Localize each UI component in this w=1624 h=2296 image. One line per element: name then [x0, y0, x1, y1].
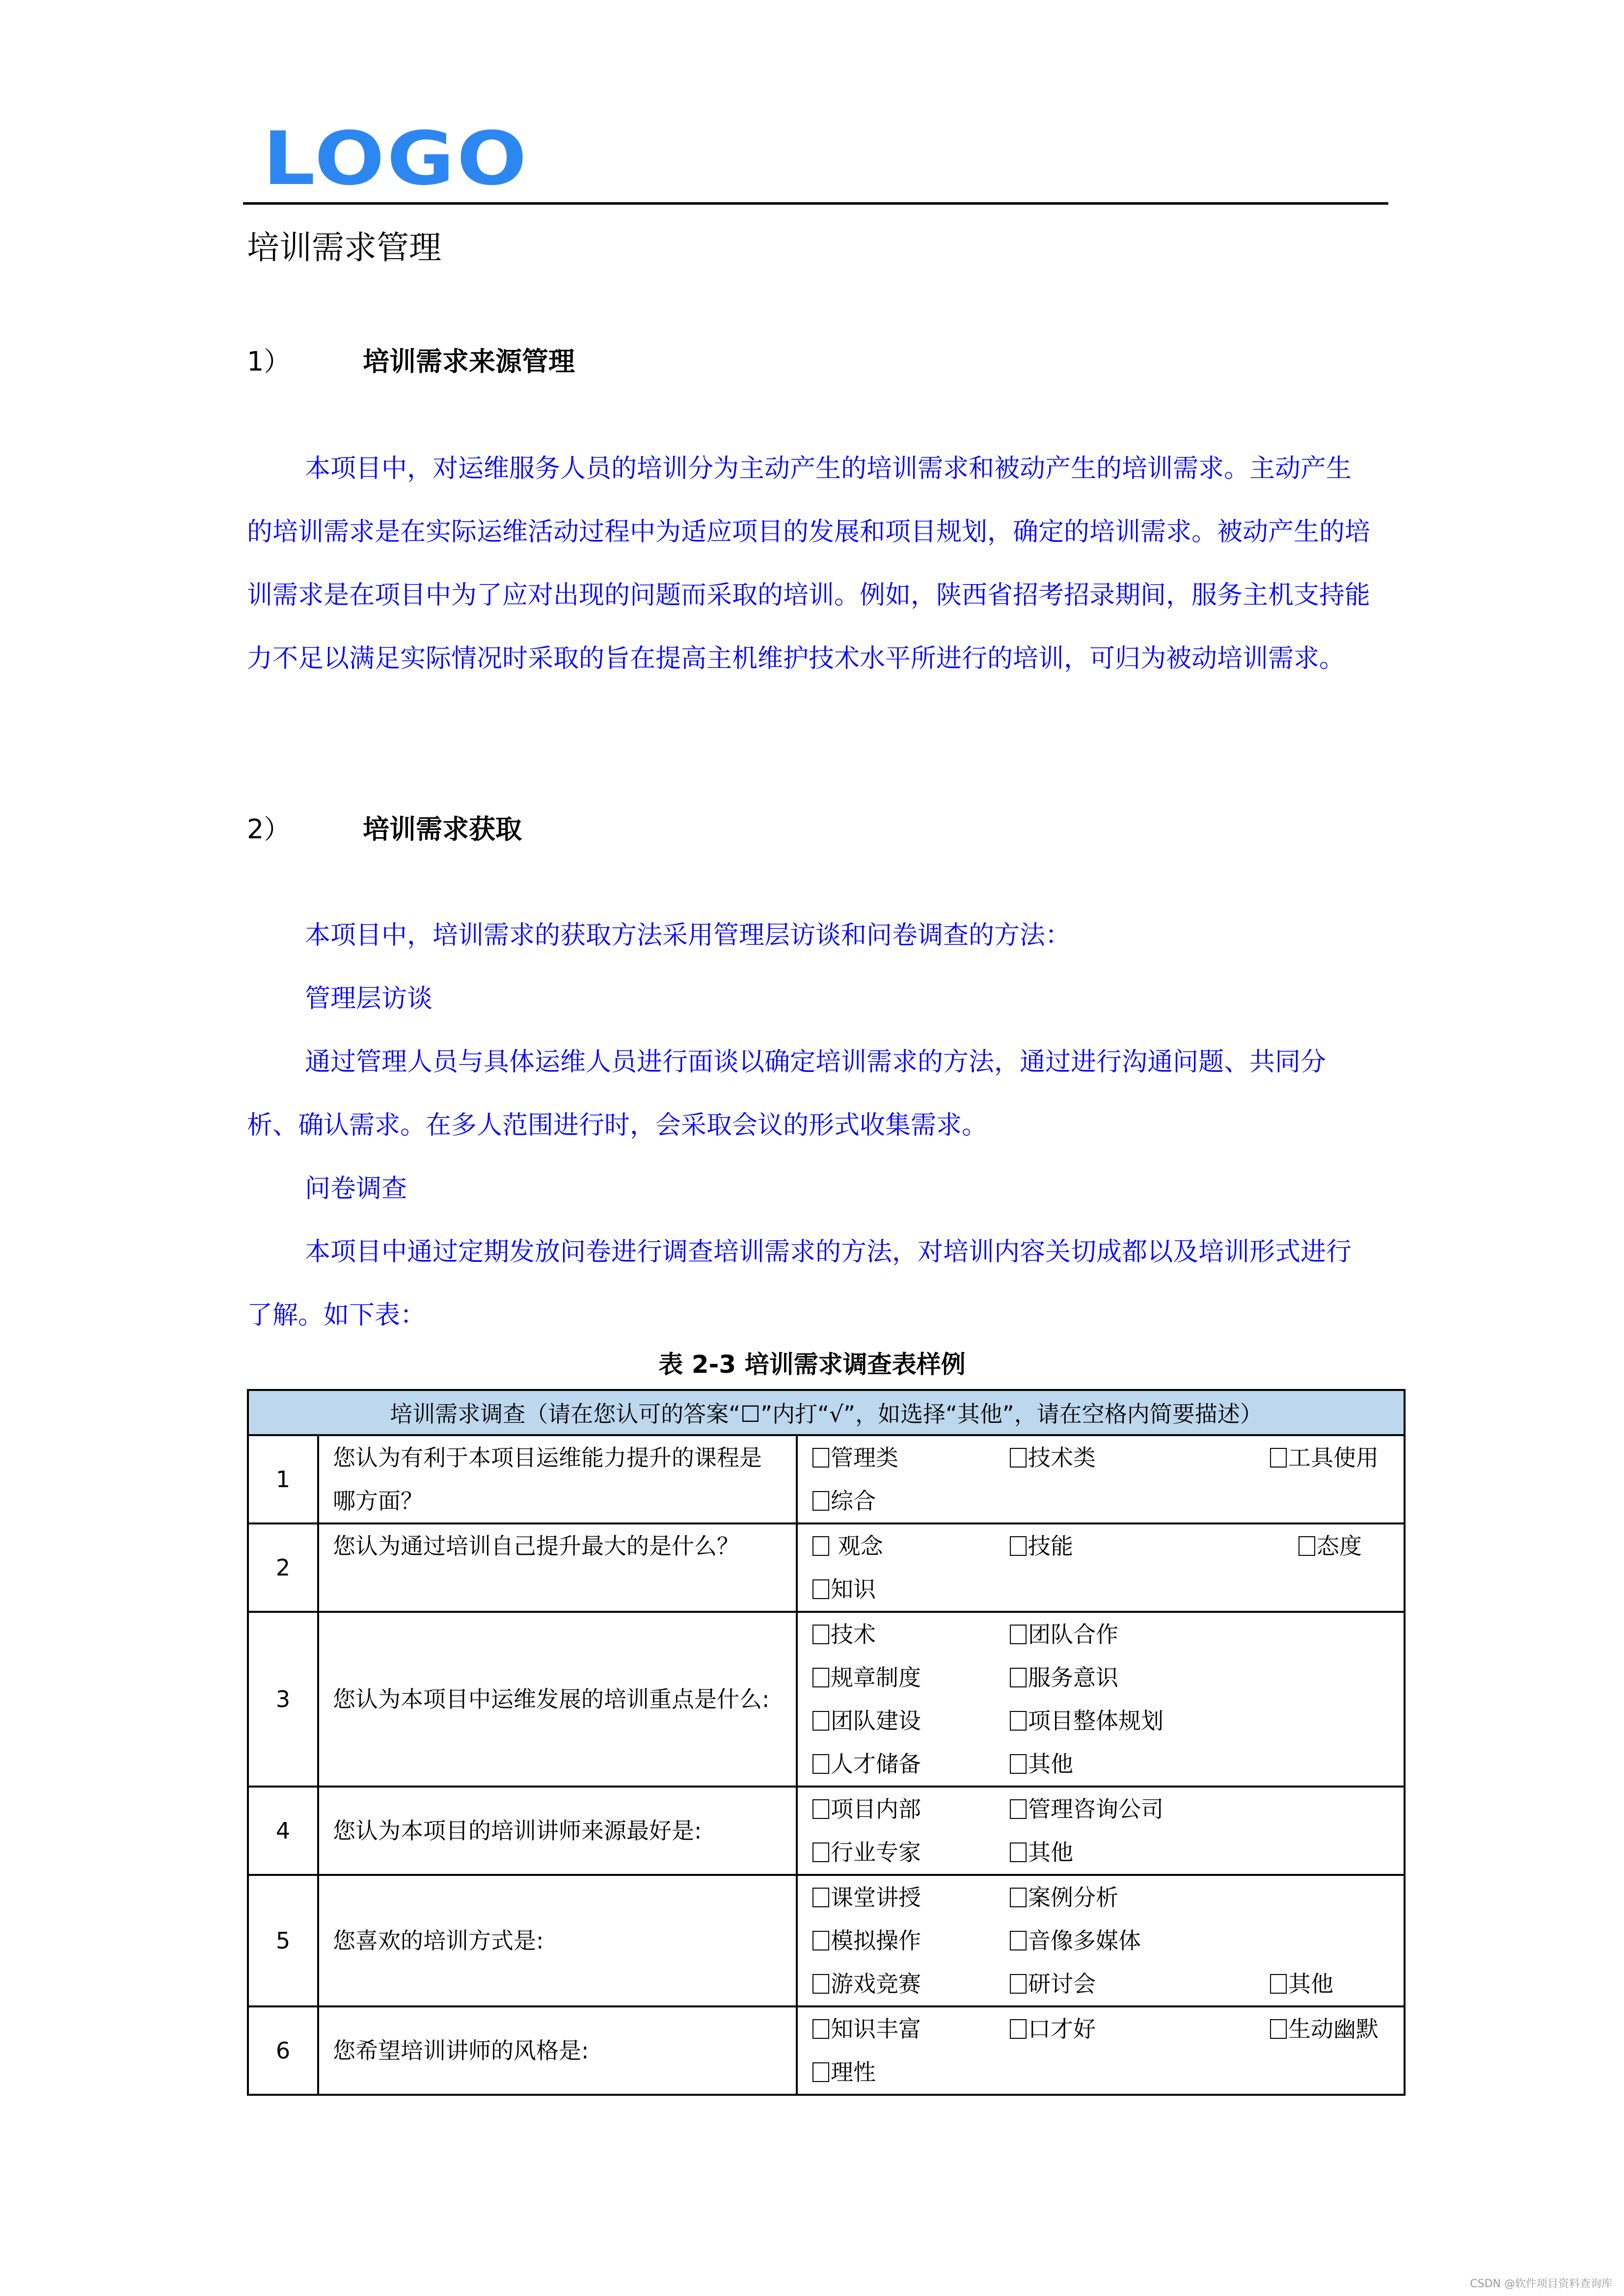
checkbox-option[interactable]: 团队合作: [1010, 1613, 1118, 1656]
checkbox-icon[interactable]: [812, 1668, 829, 1687]
checkbox-option[interactable]: 其他: [1010, 1831, 1073, 1874]
question: 您希望培训讲师的风格是:: [318, 2006, 797, 2095]
table-row: [248, 2006, 1405, 2095]
checkbox-icon[interactable]: [1010, 1536, 1027, 1556]
checkbox-option[interactable]: 技术: [812, 1613, 876, 1656]
checkbox-option[interactable]: 知识丰富: [812, 2007, 921, 2051]
table-header: 培训需求调查（请在您认可的答案“☐”内打“√”，如选择“其他”，请在空格内简要描述）: [248, 1390, 1405, 1435]
table-header-row: [248, 1390, 1405, 1435]
checkbox-icon[interactable]: [1270, 1974, 1287, 1994]
checkbox-icon[interactable]: [1010, 1711, 1027, 1731]
section-1-title: 培训需求来源管理: [363, 346, 575, 377]
checkbox-option[interactable]: 课堂讲授: [812, 1876, 921, 1919]
checkbox-icon[interactable]: [812, 1842, 829, 1862]
paragraph: 本项目中通过定期发放问卷进行调查培训需求的方法，对培训内容关切成都以及培训形式进行了解。如下表：: [247, 1237, 1352, 1330]
checkbox-icon[interactable]: [812, 1888, 829, 1907]
checkbox-icon[interactable]: [812, 1448, 829, 1468]
section-2-heading: [247, 810, 522, 849]
section-1-number: 1）: [247, 346, 291, 377]
checkbox-option[interactable]: 研讨会: [1010, 1962, 1096, 2005]
section-2-title: 培训需求获取: [363, 814, 522, 845]
table-caption: 表 2-3 培训需求调查表样例: [658, 1350, 966, 1379]
section-1-heading: [247, 342, 575, 381]
checkbox-option[interactable]: 案例分析: [1010, 1876, 1118, 1919]
section-2-number: 2）: [247, 814, 291, 845]
table-row: [248, 1612, 1405, 1787]
checkbox-icon[interactable]: [812, 2019, 829, 2039]
survey-table: [247, 1389, 1406, 2096]
section-2-body: [247, 904, 1376, 1347]
checkbox-icon[interactable]: [812, 1931, 829, 1950]
checkbox-icon[interactable]: [1010, 1625, 1027, 1644]
checkbox-option[interactable]: 口才好: [1010, 2007, 1096, 2051]
checkbox-option[interactable]: 服务意识: [1010, 1656, 1118, 1699]
checkbox-icon[interactable]: [1299, 1536, 1315, 1556]
options-cell: [797, 1523, 1405, 1612]
checkbox-option[interactable]: 项目内部: [812, 1788, 921, 1831]
header-divider: [243, 202, 1388, 205]
checkbox-icon[interactable]: [1010, 1754, 1027, 1774]
checkbox-option[interactable]: 模拟操作: [812, 1919, 921, 1962]
options-cell: [797, 2006, 1405, 2095]
checkbox-icon[interactable]: [812, 1799, 829, 1819]
checkbox-option[interactable]: 态度: [1299, 1524, 1362, 1568]
checkbox-icon[interactable]: [812, 1711, 829, 1731]
table-row: [248, 1875, 1405, 2006]
checkbox-option[interactable]: 其他: [1010, 1742, 1073, 1786]
table-row: [248, 1435, 1405, 1523]
checkbox-icon[interactable]: [1270, 1448, 1287, 1468]
question: 您认为通过培训自己提升最大的是什么？: [318, 1523, 797, 1612]
checkbox-option[interactable]: 知识: [812, 1568, 876, 1611]
row-number: 4: [248, 1787, 318, 1875]
logo: LOGO: [263, 116, 529, 202]
subheading-questionnaire: 问卷调查: [305, 1174, 407, 1203]
options-cell: [797, 1435, 1405, 1523]
checkbox-option[interactable]: 技能: [1010, 1524, 1073, 1568]
checkbox-option[interactable]: 观念: [812, 1524, 883, 1568]
checkbox-icon[interactable]: [1010, 1974, 1027, 1994]
checkbox-option[interactable]: 人才储备: [812, 1742, 921, 1786]
checkbox-option[interactable]: 其他: [1270, 1962, 1333, 2005]
page-title: 培训需求管理: [247, 229, 441, 267]
checkbox-option[interactable]: 游戏竞赛: [812, 1962, 921, 2005]
options-cell: [797, 1787, 1405, 1875]
checkbox-icon[interactable]: [812, 1536, 829, 1556]
paragraph: 通过管理人员与具体运维人员进行面谈以确定培训需求的方法，通过进行沟通问题、共同分析、确认需求。在多人范围进行时，会采取会议的形式收集需求。: [247, 1047, 1326, 1140]
checkbox-icon[interactable]: [1010, 2019, 1027, 2039]
checkbox-icon[interactable]: [812, 1579, 829, 1599]
checkbox-icon[interactable]: [1010, 1668, 1027, 1687]
paragraph: 本项目中，对运维服务人员的培训分为主动产生的培训需求和被动产生的培训需求。主动产生的培训需求是在实际运维活动过程中为适应项目的发展和项目规划，确定的培训需求。被动产生的培训需求是在项目中为了应对出现的问题而采取的培训。例如，陕西省招考招录期间，服务主机支持能力不足以满足实际情况时采取的旨在提高主机维护技术水平所进行的培训，可归为被动培训需求。: [247, 454, 1371, 673]
checkbox-icon[interactable]: [812, 2062, 829, 2082]
checkbox-option[interactable]: 行业专家: [812, 1831, 921, 1874]
checkbox-option[interactable]: 管理咨询公司: [1010, 1788, 1164, 1831]
section-1-body: [247, 437, 1376, 691]
table-row: [248, 1787, 1405, 1875]
checkbox-option[interactable]: 生动幽默: [1270, 2007, 1379, 2051]
paragraph: 本项目中，培训需求的获取方法采用管理层访谈和问卷调查的方法：: [305, 921, 1071, 950]
checkbox-option[interactable]: 技术类: [1010, 1436, 1096, 1479]
row-number: 2: [248, 1523, 318, 1612]
row-number: 5: [248, 1875, 318, 2006]
checkbox-option[interactable]: 音像多媒体: [1010, 1919, 1141, 1962]
checkbox-option[interactable]: 规章制度: [812, 1656, 921, 1699]
checkbox-option[interactable]: 理性: [812, 2051, 876, 2094]
checkbox-icon[interactable]: [1010, 1448, 1027, 1468]
checkbox-icon[interactable]: [1010, 1842, 1027, 1862]
question: 您认为有利于本项目运维能力提升的课程是哪方面？: [318, 1435, 797, 1523]
checkbox-icon[interactable]: [1010, 1799, 1027, 1819]
checkbox-icon[interactable]: [812, 1491, 829, 1511]
checkbox-icon[interactable]: [1010, 1888, 1027, 1907]
options-cell: [797, 1612, 1405, 1787]
question: 您认为本项目中运维发展的培训重点是什么:: [318, 1612, 797, 1787]
checkbox-option[interactable]: 管理类: [812, 1436, 898, 1479]
question: 您认为本项目的培训讲师来源最好是:: [318, 1787, 797, 1875]
table-row: [248, 1523, 1405, 1612]
checkbox-icon[interactable]: [1270, 2019, 1287, 2039]
checkbox-option[interactable]: 项目整体规划: [1010, 1699, 1164, 1742]
watermark: CSDN @软件项目资料查询库: [1470, 2278, 1612, 2290]
subheading-interview: 管理层访谈: [305, 984, 433, 1014]
row-number: 1: [248, 1435, 318, 1523]
checkbox-option[interactable]: 工具使用: [1270, 1436, 1379, 1479]
row-number: 3: [248, 1612, 318, 1787]
checkbox-option[interactable]: 综合: [812, 1479, 876, 1522]
checkbox-icon[interactable]: [1010, 1931, 1027, 1950]
checkbox-icon[interactable]: [812, 1754, 829, 1774]
checkbox-icon[interactable]: [812, 1625, 829, 1644]
checkbox-option[interactable]: 团队建设: [812, 1699, 921, 1742]
checkbox-icon[interactable]: [812, 1974, 829, 1994]
row-number: 6: [248, 2006, 318, 2095]
question: 您喜欢的培训方式是:: [318, 1875, 797, 2006]
options-cell: [797, 1875, 1405, 2006]
